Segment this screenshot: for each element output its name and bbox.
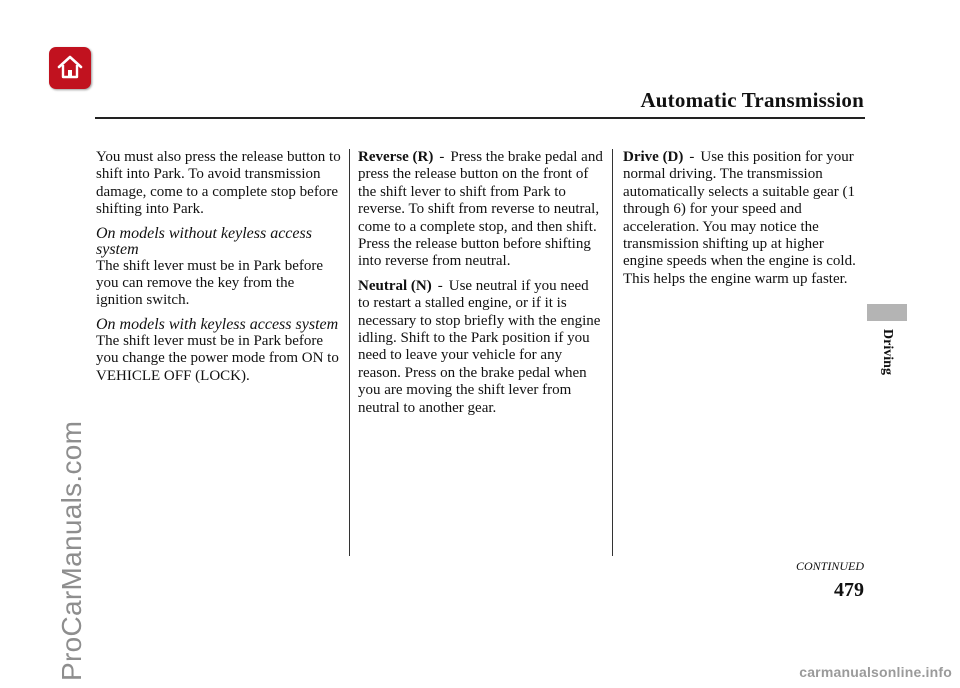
text-column-3 (623, 149, 863, 288)
neutral-dash: - (437, 277, 443, 294)
home-button[interactable] (49, 47, 91, 89)
column-divider-1 (349, 149, 350, 556)
power-mode-paragraph: The shift lever must be in Park before you change the power mode from ON to VEHICLE OFF (LOCK). (96, 332, 339, 384)
neutral-paragraph (358, 278, 604, 417)
continued-label: CONTINUED (795, 559, 864, 573)
drive-text: Use this position for your normal driving. The transmission automatically selects a suitable gear (1 through 6) for your speed and acceleration. You may notice the transmission shifting up at higher engine speeds when the engine is cold. This helps the engine warm up faster. (623, 149, 856, 287)
column-divider-2 (612, 149, 613, 556)
section-tab-text: Driving (880, 329, 896, 375)
title-divider (95, 117, 865, 119)
key-removal-paragraph: The shift lever must be in Park before you can remove the key from the ignition switch. (96, 257, 324, 309)
bottom-watermark: carmanualsonline.info (799, 664, 952, 680)
side-watermark: ProCarManuals.com (56, 420, 87, 681)
page-title: Automatic Transmission (640, 88, 864, 112)
neutral-text: Use neutral if you need to restart a stalled engine, or if it is necessary to stop briefly with the engine idling. Shift to the Park position if you need to leave your vehicle for any reason. Press on the brake pedal when you are moving the shift lever from neutral to another gear. (358, 277, 601, 416)
text-column-2 (358, 149, 604, 417)
subheading-without-keyless: On models without keyless access system (96, 224, 312, 258)
page-number: 479 (834, 579, 864, 601)
drive-heading: Drive (D) (623, 149, 684, 165)
section-tab-label[interactable] (867, 327, 907, 377)
subheading-with-keyless: On models with keyless access system (96, 315, 339, 333)
reverse-text: Press the brake pedal and press the release button on the front of the shift lever to shift from Park to reverse. To shift from reverse to neutral, come to a complete stop, and then shift. Press the release button before shifting into reverse from neutral. (358, 149, 603, 270)
drive-paragraph (623, 149, 863, 288)
neutral-heading: Neutral (N) (358, 277, 432, 294)
drive-dash: - (689, 149, 695, 165)
park-release-paragraph: You must also press the release button to shift into Park. To avoid transmission damage, come to a complete stop before shifting into Park. (96, 149, 341, 218)
reverse-dash: - (439, 149, 445, 165)
text-column-1 (96, 149, 344, 385)
reverse-paragraph (358, 149, 604, 271)
home-icon (56, 53, 84, 81)
reverse-heading: Reverse (R) (358, 149, 434, 165)
section-tab-marker[interactable] (867, 304, 907, 321)
